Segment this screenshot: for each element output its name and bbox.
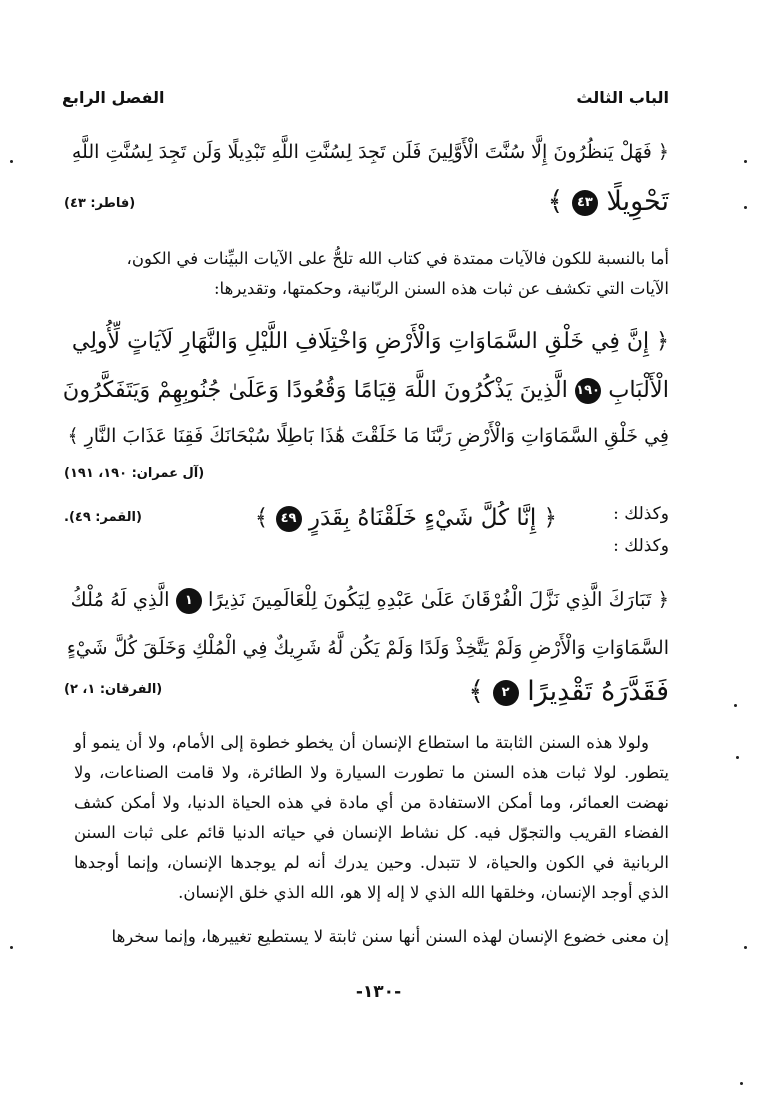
- verse-al-furqan-line-1: [71, 576, 669, 624]
- scan-speck: [744, 946, 747, 949]
- verse-reference: (الفرقان: ١، ٢): [64, 682, 163, 697]
- verse-fatir-text: تَحْوِيلًا: [606, 186, 669, 217]
- label-also: وكذلك :: [613, 536, 669, 556]
- scan-speck: [10, 946, 13, 949]
- label-also: وكذلك :: [613, 504, 669, 524]
- scan-speck: [10, 160, 13, 163]
- ayah-number-mark: ١٩٠: [575, 378, 601, 404]
- verse-text: الَّذِينَ يَذْكُرُونَ اللَّهَ قِيَامًا وَقُعُودًا وَعَلَىٰ جُنُوبِهِمْ وَيَتَفَكَّرُونَ: [62, 377, 568, 403]
- ayah-number-mark: ١: [176, 588, 202, 614]
- verse-text: ﴿ تَبَارَكَ الَّذِي نَزَّلَ الْفُرْقَانَ عَلَىٰ عَبْدِهِ لِيَكُونَ لِلْعَالَمِينَ نَذِيرًا: [208, 588, 669, 611]
- chapter-title: الباب الثالث: [576, 88, 669, 107]
- verse-end-bracket: ﴾: [547, 186, 564, 217]
- page-number: -١٣٠-: [355, 982, 402, 1002]
- verse-end-bracket: ﴾: [468, 676, 485, 707]
- section-title: الفصل الرابع: [62, 88, 165, 107]
- verse-reference: (القمر: ٤٩).: [64, 510, 142, 525]
- verse-text: فَقَدَّرَهُ تَقْدِيرًا: [527, 676, 669, 707]
- running-header: [62, 88, 669, 114]
- verse-text: الْأَلْبَابِ: [608, 377, 669, 403]
- verse-al-qamar: [255, 494, 557, 542]
- verse-text: ﴿ إِنَّا كُلَّ شَيْءٍ خَلَقْنَاهُ بِقَدَرٍ: [308, 505, 557, 531]
- verse-al-furqan-line-3: [468, 668, 669, 716]
- closing-paragraph: إن معنى خضوع الإنسان لهذه السنن أنها سنن ثابتة لا يستطيع تغييرها، وإنما سخرها: [111, 927, 669, 946]
- verse-al-imran-line-3: فِي خَلْقِ السَّمَاوَاتِ وَالْأَرْضِ رَبَّنَا مَا خَلَقْتَ هَٰذَا بَاطِلًا سُبْحَانَكَ فَقِنَا عَذَابَ النَّارِ ﴾: [67, 425, 669, 447]
- ayah-number-mark: ٢: [493, 680, 519, 706]
- paragraph-line: أما بالنسبة للكون فالآيات ممتدة في كتاب الله تلحُّ على الآيات البيِّنات في الكون،: [126, 249, 669, 268]
- scan-speck: [734, 704, 737, 707]
- verse-reference: (آل عمران: ١٩٠، ١٩١): [64, 466, 205, 481]
- scan-speck: [736, 756, 739, 759]
- ayah-number-mark: ٤٣: [572, 190, 598, 216]
- verse-fatir-line-2: [547, 178, 669, 226]
- scan-speck: [740, 1082, 743, 1085]
- main-paragraph: ولولا هذه السنن الثابتة ما استطاع الإنسان أن يخطو خطوة إلى الأمام، ولا أن ينمو أو يتطور. لولا ثبات هذه السنن ما تطورت السيارة ولا الطائرة، ولا قامت الصناعات، ولا نهضت العمائر، وما أمكن الاستفادة من أي مادة في هذه الحياة الدنيا، ولا أمكن كشف الفضاء القريب والتجوّل فيه. كل نشاط الإنسان في حياته الدنيا قائم على ثبات السنن الربانية في الكون والحياة، لا تتبدل. وحين يدرك أنه لم يوجدها الإنسان، وإنما أوجدها الذي أوجد الإنسان، وخلقها الله الذي لا إله إلا هو، الله الذي خلق الإنسان.: [74, 733, 669, 902]
- ayah-number-mark: ٤٩: [276, 506, 302, 532]
- verse-al-imran-line-2: [63, 366, 669, 414]
- scan-speck: [744, 206, 747, 209]
- verse-text: الَّذِي لَهُ مُلْكُ: [70, 588, 170, 611]
- verse-reference: (فاطر: ٤٣): [64, 196, 136, 211]
- paragraph-line: الآيات التي تكشف عن ثبات هذه السنن الربّانية، وحكمتها، وتقديرها:: [214, 279, 669, 298]
- verse-al-furqan-line-2: السَّمَاوَاتِ وَالْأَرْضِ وَلَمْ يَتَّخِذْ وَلَدًا وَلَمْ يَكُن لَّهُ شَرِيكٌ فِي الْمُلْكِ وَخَلَقَ كُلَّ شَيْءٍ: [66, 637, 669, 659]
- verse-fatir-line-1: ﴿ فَهَلْ يَنظُرُونَ إِلَّا سُنَّتَ الْأَوَّلِينَ فَلَن تَجِدَ لِسُنَّتِ اللَّهِ تَبْدِيلًا وَلَن تَجِدَ لِسُنَّتِ اللَّهِ: [71, 141, 669, 163]
- verse-end-bracket: ﴾: [254, 505, 269, 531]
- scan-speck: [744, 160, 747, 163]
- intro-paragraph: [74, 244, 669, 304]
- verse-al-imran-line-1: ﴿ إِنَّ فِي خَلْقِ السَّمَاوَاتِ وَالْأَرْضِ وَاخْتِلَافِ اللَّيْلِ وَالنَّهَارِ لَآيَاتٍ لِّأُولِي: [71, 329, 669, 354]
